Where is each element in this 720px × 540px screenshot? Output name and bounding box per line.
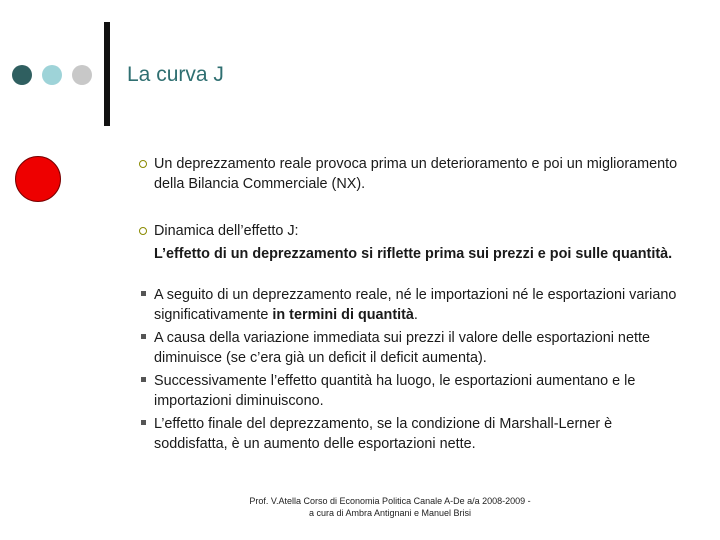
subbullet-prezzi: A causa della variazione immediata sui prezzi il valore delle esportazioni nette diminuisce (se c’era già un deficit il deficit aumenta). (154, 330, 650, 366)
square-bullet-icon (141, 377, 146, 382)
title-divider-bar (104, 22, 110, 126)
ring-bullet-icon (139, 160, 147, 168)
square-bullet-icon (141, 420, 146, 425)
subbullet-quantita (154, 285, 680, 325)
decorative-dot-gray (72, 65, 92, 85)
subbullet-effetto-quantita: Successivamente l’effetto quantità ha luogo, le esportazioni aumentano e le importazioni diminuiscono. (154, 373, 636, 409)
subbullet-quantita-end: . (413, 307, 418, 323)
square-bullet-icon (141, 334, 146, 339)
footer-line-1: Prof. V.Atella Corso di Economia Politica Canale A-De a/a 2008-2009 - (249, 496, 531, 506)
subbullet-effetto-finale: L’effetto finale del deprezzamento, se la condizione di Marshall-Lerner è soddisfatta, è un aumento delle esportazioni nette. (154, 416, 613, 452)
ring-bullet-icon (139, 227, 147, 235)
bullet-deprezzamento: Un deprezzamento reale provoca prima un deterioramento e poi un miglioramento della Bilancia Commerciale (NX). (154, 156, 678, 192)
red-circle-icon (15, 156, 61, 202)
slide-footer (180, 495, 600, 519)
decorative-dot-light (42, 65, 62, 85)
decorative-dot-dark (12, 65, 32, 85)
bullet-dinamica-label: Dinamica dell’effetto J: (154, 223, 299, 239)
bullet-dinamica-emphasis: L’effetto di un deprezzamento si riflette prima sui prezzi e poi sulle quantità. (154, 246, 673, 262)
subbullet-quantita-text: A seguito di un deprezzamento reale, né le importazioni né le esportazioni variano significativamente (154, 287, 677, 323)
square-bullet-icon (141, 291, 146, 296)
subbullet-quantita-bold: in termini di quantità (272, 307, 414, 323)
slide-title: La curva J (127, 63, 224, 86)
footer-line-2: a cura di Ambra Antignani e Manuel Brisi (308, 508, 472, 518)
